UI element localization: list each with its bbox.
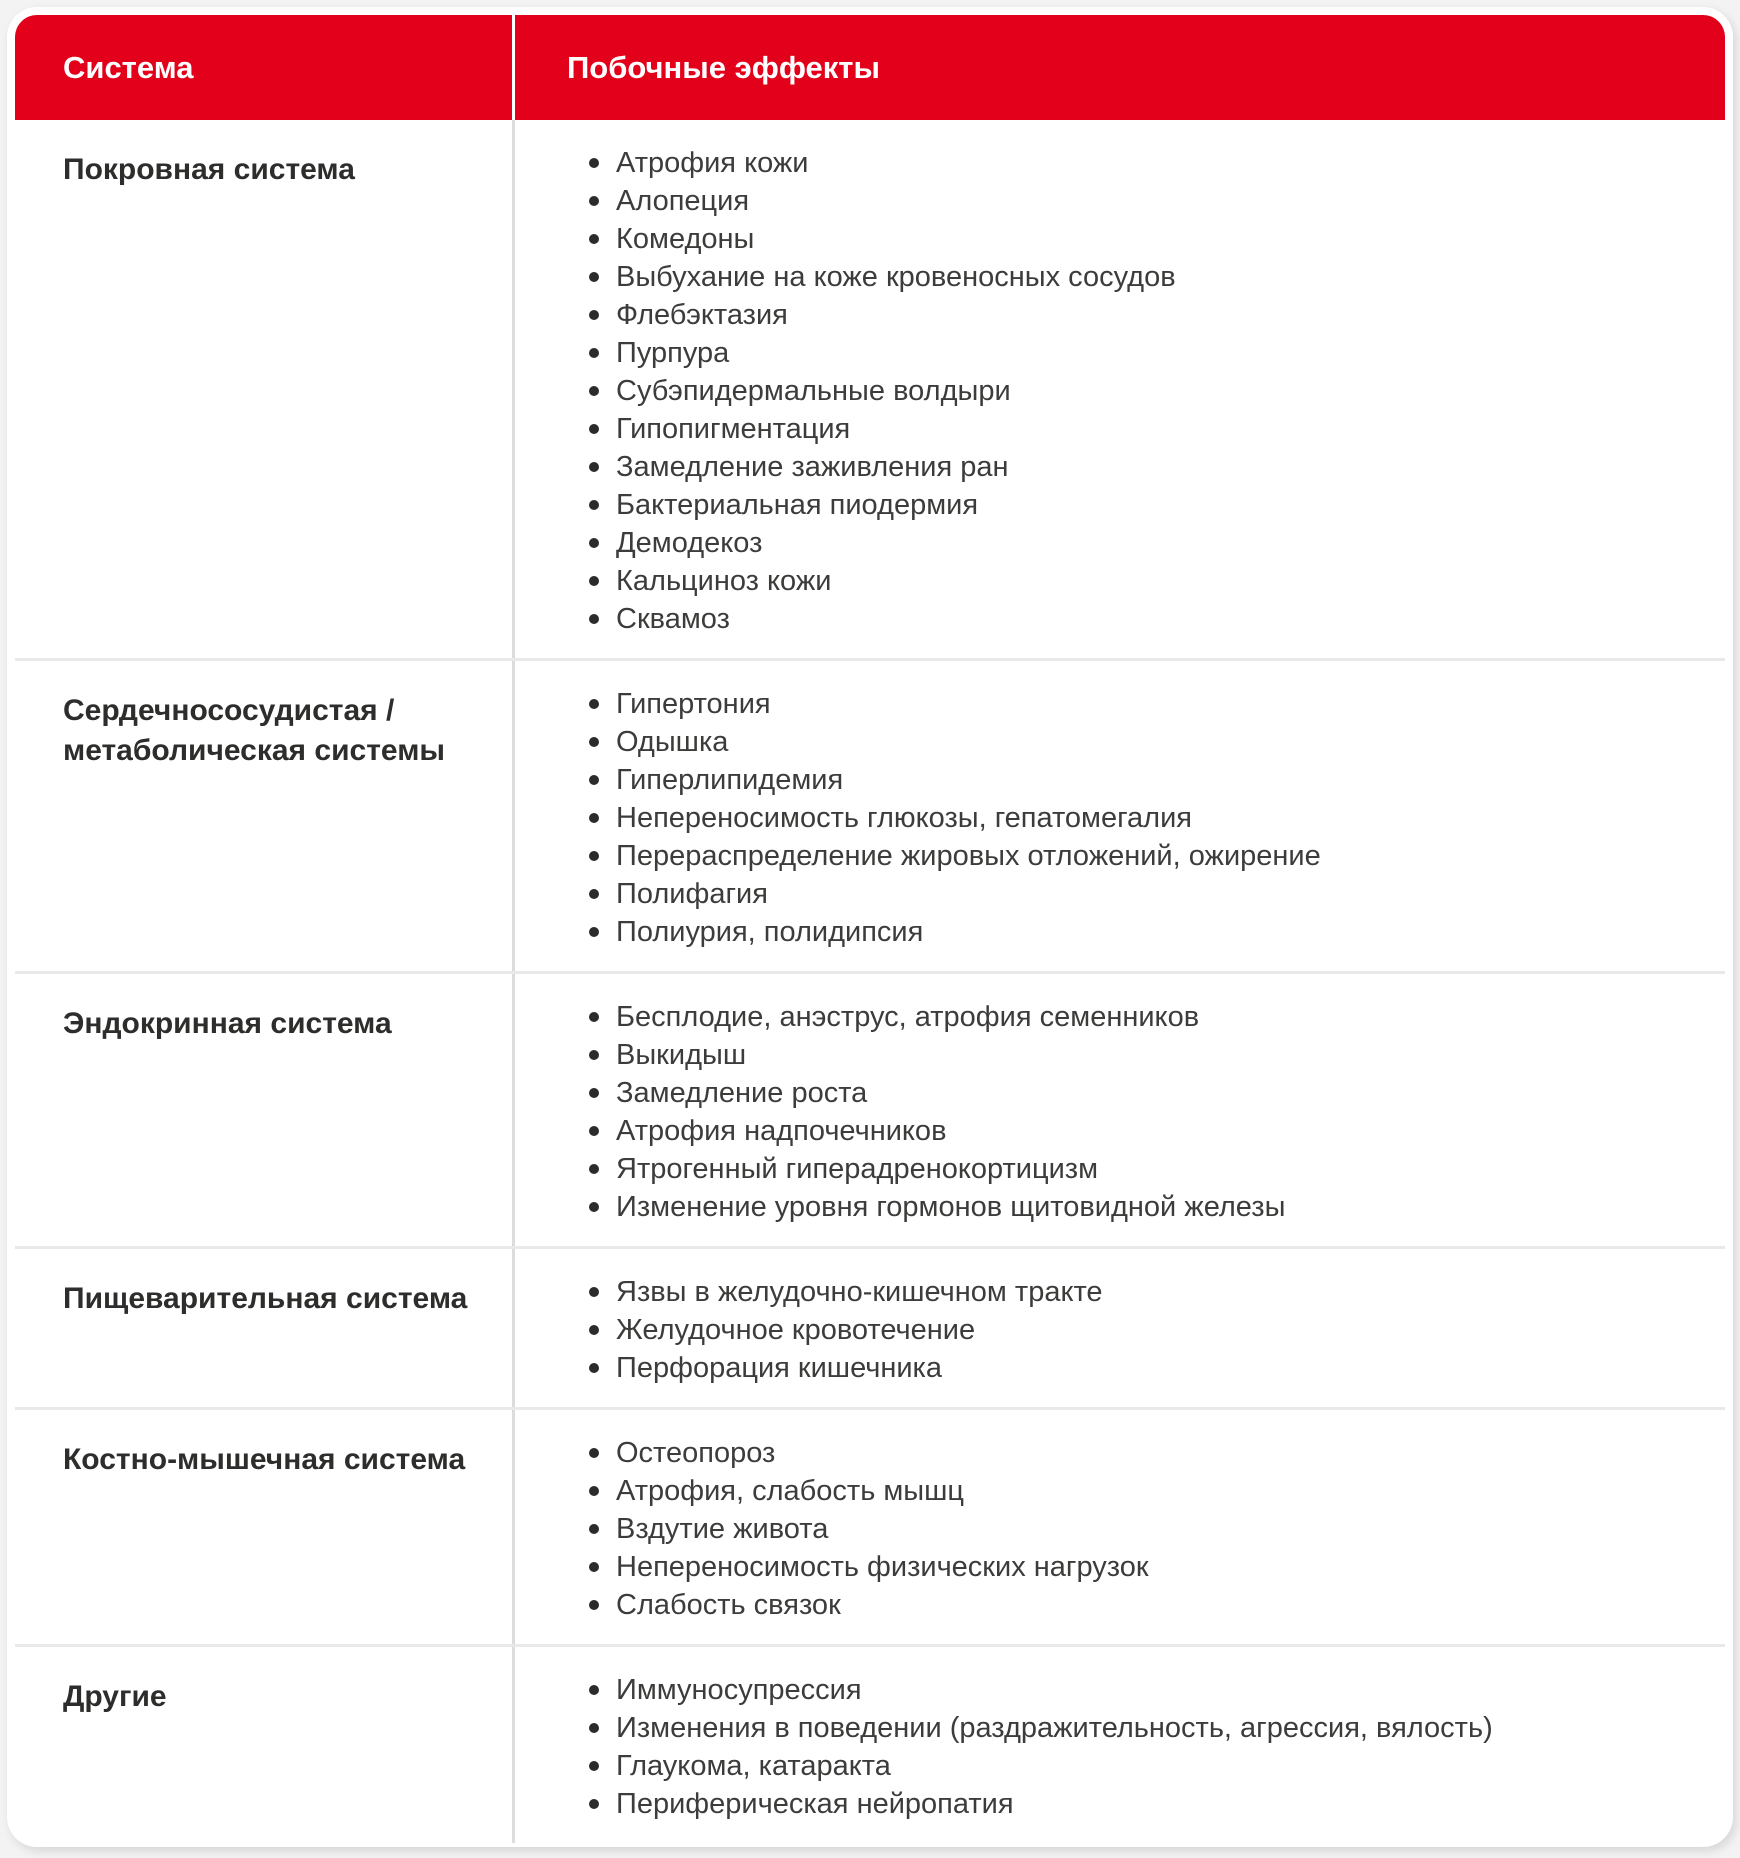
table-body: [15, 120, 1725, 1843]
effect-item: Атрофия кожи: [589, 144, 1685, 182]
effect-item: Язвы в желудочно-кишечном тракте: [589, 1273, 1685, 1311]
effect-item: Бактериальная пиодермия: [589, 486, 1685, 524]
effect-item: Атрофия надпочечников: [589, 1112, 1685, 1150]
system-name: Покровная система: [63, 153, 355, 186]
effect-item: Полиурия, полидипсия: [589, 913, 1685, 951]
effect-item: Одышка: [589, 723, 1685, 761]
header-cell-side-effects: [515, 15, 1725, 120]
table-row: [15, 1644, 1725, 1843]
effect-item: Непереносимость физических нагрузок: [589, 1548, 1685, 1586]
table-row: [15, 971, 1725, 1246]
effects-list: [589, 685, 1685, 951]
effects-cell: [515, 1246, 1725, 1407]
effect-item: Замедление заживления ран: [589, 448, 1685, 486]
effect-item: Субэпидермальные волдыри: [589, 372, 1685, 410]
effect-item: Изменения в поведении (раздражительность, агрессия, вялость): [589, 1709, 1685, 1747]
effect-item: Выбухание на коже кровеносных сосудов: [589, 258, 1685, 296]
system-name: Сердечнососудистая / метаболическая системы: [15, 658, 512, 971]
effect-item: Кальциноз кожи: [589, 562, 1685, 600]
effects-cell: [515, 120, 1725, 658]
header-label-side-effects: Побочные эффекты: [567, 49, 880, 85]
table-row: [15, 1407, 1725, 1644]
effect-item: Остеопороз: [589, 1434, 1685, 1472]
effect-item: Слабость связок: [589, 1586, 1685, 1624]
effect-item: Гипопигментация: [589, 410, 1685, 448]
effect-item: Непереносимость глюкозы, гепатомегалия: [589, 799, 1685, 837]
effect-item: Бесплодие, анэструс, атрофия семенников: [589, 998, 1685, 1036]
effect-item: Выкидыш: [589, 1036, 1685, 1074]
system-name: Костно-мышечная система: [15, 1407, 512, 1644]
effects-cell: [515, 971, 1725, 1246]
table-header-row: [15, 15, 1725, 120]
effect-item: Комедоны: [589, 220, 1685, 258]
effect-item: Перфорация кишечника: [589, 1349, 1685, 1387]
effect-item: Ятрогенный гиперадренокортицизм: [589, 1150, 1685, 1188]
effect-item: Сквамоз: [589, 600, 1685, 638]
effect-item: Перераспределение жировых отложений, ожирение: [589, 837, 1685, 875]
effect-item: Периферическая нейропатия: [589, 1785, 1685, 1823]
system-name: Пищеварительная система: [15, 1246, 512, 1407]
effect-item: Демодекоз: [589, 524, 1685, 562]
effect-item: Желудочное кровотечение: [589, 1311, 1685, 1349]
effect-item: Атрофия, слабость мышц: [589, 1472, 1685, 1510]
effect-item: Иммуносупрессия: [589, 1671, 1685, 1709]
header-label-system: Система: [63, 49, 194, 85]
effect-item: Гиперлипидемия: [589, 761, 1685, 799]
effects-list: [589, 1434, 1685, 1624]
effect-item: Пурпура: [589, 334, 1685, 372]
effect-item: Изменение уровня гормонов щитовидной железы: [589, 1188, 1685, 1226]
effects-list: [589, 1273, 1685, 1387]
system-name: Другие: [15, 1644, 512, 1843]
system-name: Эндокринная система: [15, 971, 512, 1246]
header-cell-system: [15, 15, 512, 120]
effect-item: Полифагия: [589, 875, 1685, 913]
effect-item: Замедление роста: [589, 1074, 1685, 1112]
effects-cell: [515, 1407, 1725, 1644]
effects-cell: [515, 658, 1725, 971]
effect-item: Флебэктазия: [589, 296, 1685, 334]
effect-item: Вздутие живота: [589, 1510, 1685, 1548]
effect-item: Алопеция: [589, 182, 1685, 220]
effects-list: [589, 998, 1685, 1226]
effects-list: [589, 144, 1685, 638]
table-row: [15, 658, 1725, 971]
effect-item: Гипертония: [589, 685, 1685, 723]
effects-list: [589, 1671, 1685, 1823]
side-effects-table-card: [7, 7, 1733, 1847]
table-row: [15, 1246, 1725, 1407]
effects-cell: [515, 1644, 1725, 1843]
table-row: [15, 120, 1725, 658]
effect-item: Глаукома, катаракта: [589, 1747, 1685, 1785]
